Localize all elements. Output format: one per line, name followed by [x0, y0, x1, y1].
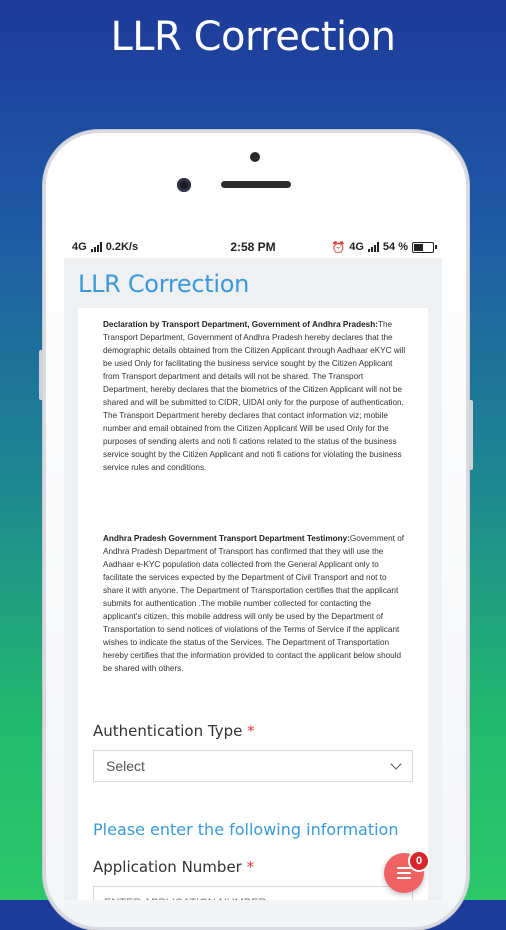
- application-number-input[interactable]: [93, 886, 413, 900]
- section-heading: Please enter the following information: [93, 820, 399, 839]
- battery-percent: 54 %: [382, 241, 408, 253]
- network-type: 4G: [72, 241, 87, 253]
- auth-type-label: [93, 722, 255, 740]
- status-bar: [64, 236, 442, 258]
- page-title: LLR Correction: [78, 270, 250, 298]
- auth-type-select[interactable]: [93, 750, 413, 782]
- phone-camera: [177, 178, 191, 192]
- declaration-heading: Declaration by Transport Department, Government of Andhra Pradesh:: [103, 320, 378, 329]
- declaration-heading: Andhra Pradesh Government Transport Department Testimony:: [103, 534, 350, 543]
- phone-speaker: [221, 181, 291, 188]
- phone-screen: [64, 236, 442, 900]
- phone-sensor-dot: [250, 152, 260, 162]
- banner-title: LLR Correction: [110, 14, 396, 60]
- data-speed: 0.2K/s: [105, 241, 139, 253]
- required-mark: *: [246, 858, 255, 876]
- signal-icon: [91, 242, 102, 252]
- status-time: 2:58 PM: [230, 240, 276, 254]
- declaration-testimony: [103, 532, 408, 675]
- alarm-icon: ⏰: [331, 241, 346, 254]
- signal-icon: [368, 242, 379, 252]
- auth-type-value: Select: [106, 758, 145, 774]
- declaration-body: The Transport Department, Government of Andhra Pradesh hereby declares that the demographic details obtained from the Citizen Applicant through Aadhaar eKYC will be used Only for facilitating the business service sought by the Citizen Applicant from Transport department and details will not be shared. The Transport Department, hereby declares that the biometrics of the Citizen Applicant will not be shared and will be submitted to CIDR, UIDAI only for the purpose of authentication. The Transport Department hereby declares that contact information viz; mobile number and email obtained from the Citizen Applicant Will be used Only for the purposes of sending alerts and noti fi cations related to the status of the business service sought by the Citizen Applicant and noti fi cations for violating the business service rules and conditions.: [103, 320, 406, 472]
- battery-level: [414, 244, 423, 251]
- status-right: [332, 241, 434, 254]
- battery-icon: [412, 242, 434, 253]
- app-header: [64, 258, 442, 304]
- network-type-right: 4G: [349, 241, 364, 253]
- required-mark: *: [247, 722, 255, 740]
- form-card: [78, 308, 428, 900]
- declaration-transport: [103, 318, 408, 474]
- chevron-down-icon: [390, 758, 401, 769]
- auth-type-label-text: Authentication Type: [93, 722, 243, 740]
- app-number-label-text: Application Number: [93, 858, 242, 876]
- phone-side-button: [39, 350, 43, 400]
- status-left: [72, 241, 138, 253]
- notification-badge: 0: [408, 850, 430, 872]
- declaration-body: Government of Andhra Pradesh Department of Transport has confirmed that they will use the Aadhaar e-KYC population data collected from the General Applicant only to facilitate the services expected by the Department of Civil Transport and not to share it with anyone. The Department of Transportation certifies that the applicant submits for authentication .The mobile number collected for contacting the applicant's citizen, this mobile address will only be used by the Department of Transportation to send notices of violations of the Terms of Service if the applicant wishes to indicate the status of the Services. The Department of Transportation hereby certifies that the information provided to contact the applicant below should be shared with others.: [103, 534, 405, 673]
- phone-side-button: [469, 400, 473, 470]
- app-number-label: [93, 858, 254, 876]
- list-icon: [397, 867, 411, 879]
